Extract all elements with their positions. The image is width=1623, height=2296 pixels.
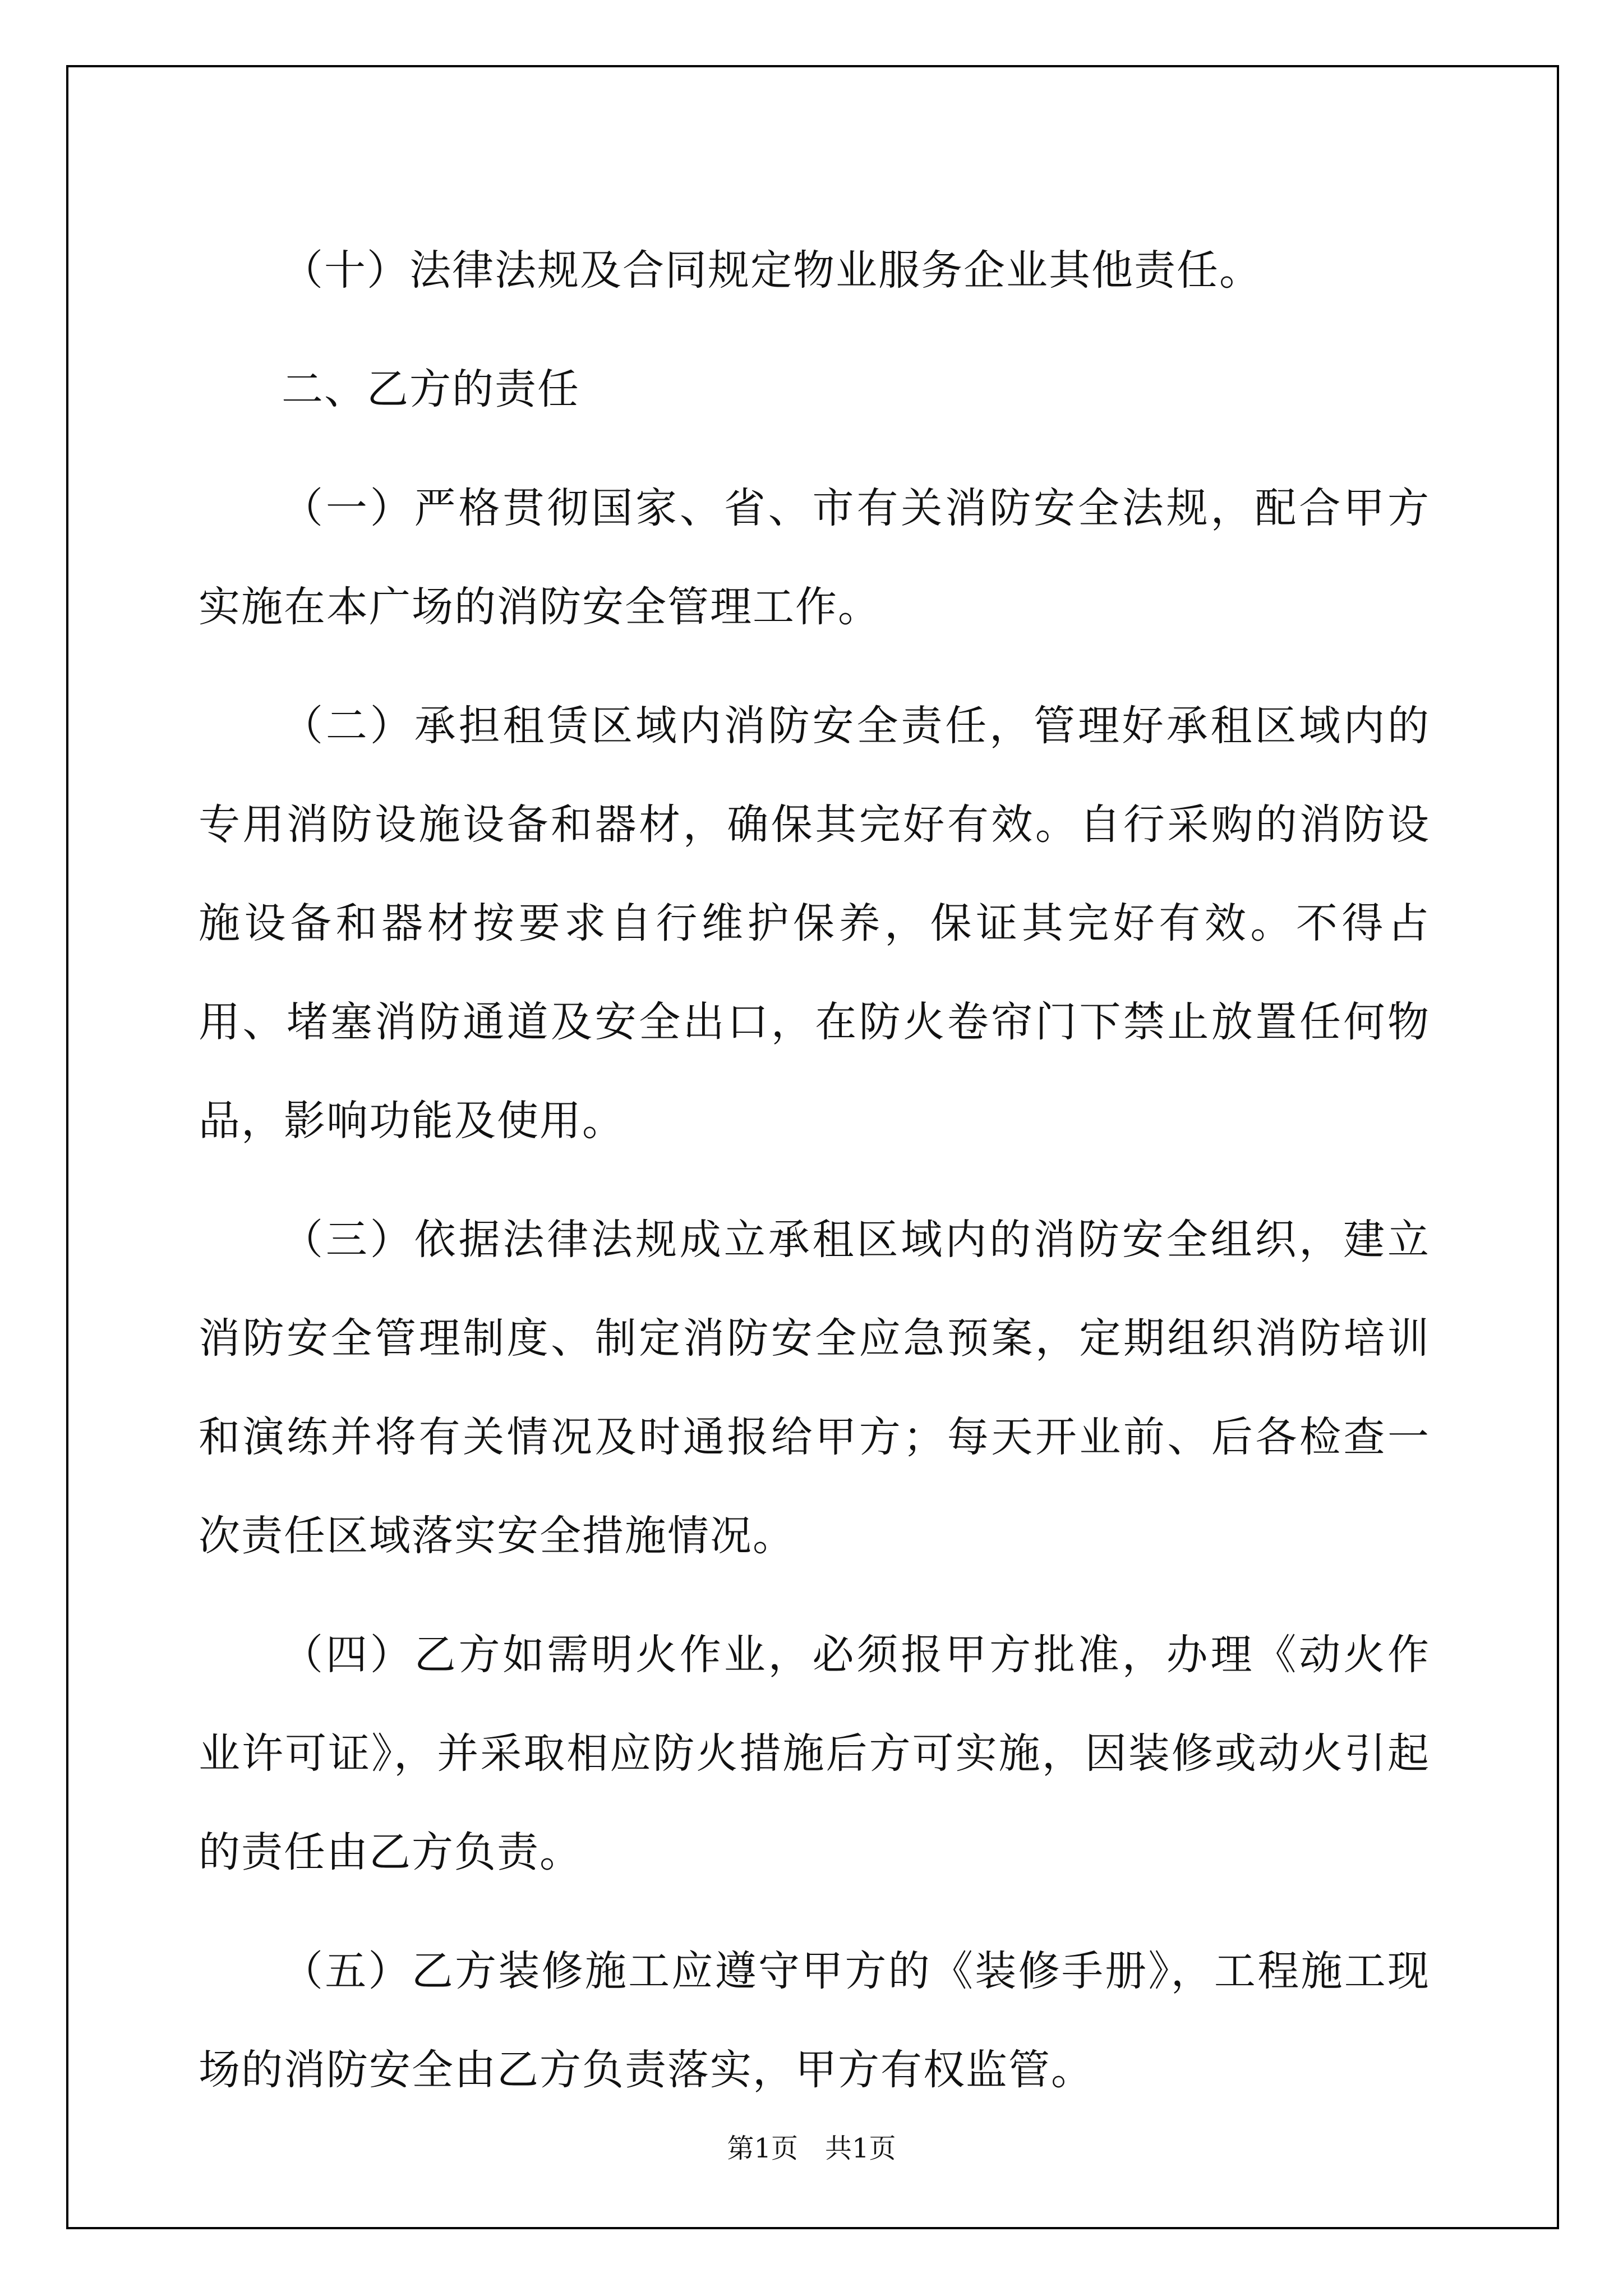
paragraph-item-four: （四）乙方如需明火作业，必须报甲方批准，办理《动火作业许可证》，并采取相应防火措施后方可实施，因装修或动火引起的责任由乙方负责。	[199, 1631, 1430, 1876]
paragraph-item-five: （五）乙方装修施工应遵守甲方的《装修手册》，工程施工现场的消防安全由乙方负责落实，甲方有权监管。	[199, 1947, 1430, 2094]
document-body	[199, 221, 1430, 2139]
paragraph-item-three: （三）依据法律法规成立承租区域内的消防安全组织，建立消防安全管理制度、制定消防安全应急预案，定期组织消防培训和演练并将有关情况及时通报给甲方；每天开业前、后各检查一次责任区域落实安全措施情况。	[199, 1216, 1430, 1560]
paragraph-item-two: （二）承担租赁区域内消防安全责任，管理好承租区域内的专用消防设施设备和器材，确保其完好有效。自行采购的消防设施设备和器材按要求自行维护保养，保证其完好有效。不得占用、堵塞消防通道及安全出口，在防火卷帘门下禁止放置任何物品，影响功能及使用。	[199, 702, 1430, 1145]
section-heading-party-b: 二、乙方的责任	[282, 365, 580, 413]
paragraph-item-one: （一）严格贯彻国家、省、市有关消防安全法规，配合甲方实施在本广场的消防安全管理工作。	[199, 484, 1430, 631]
page-footer: 第1页 共1页	[727, 2133, 896, 2164]
paragraph-item-ten: （十）法律法规及合同规定物业服务企业其他责任。	[282, 246, 1262, 295]
